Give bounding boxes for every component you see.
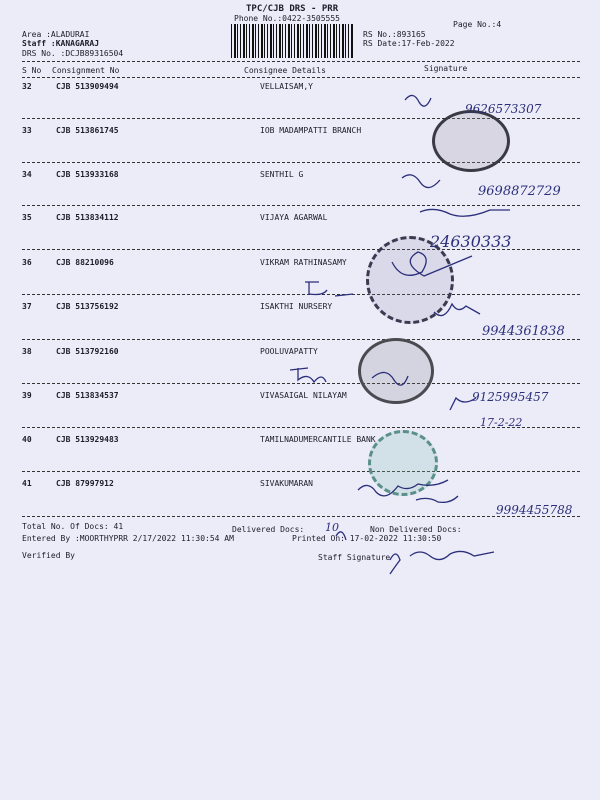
signature-mark (392, 252, 472, 276)
delivered-docs: Delivered Docs: (232, 525, 305, 534)
handwritten-phone: 9944361838 (482, 324, 565, 339)
row-consignment: CJB 513834537 (56, 391, 119, 400)
row-consignment: CJB 513792160 (56, 347, 119, 356)
col-sno: S No (22, 66, 42, 75)
row-sno: 40 (22, 435, 32, 444)
signature-mark (434, 304, 480, 316)
row-consignee: VIVASAIGAL NILAYAM (260, 391, 347, 400)
row-consignee: SIVAKUMARAN (260, 479, 313, 488)
rs-number: RS No.:893165 (363, 30, 426, 39)
row-consignment: CJB 88210096 (56, 258, 114, 267)
row-sno: 41 (22, 479, 32, 488)
col-signature: Signature (424, 64, 468, 73)
phone-number: Phone No.:0422-3505555 (234, 14, 340, 23)
signature-mark (416, 496, 458, 502)
signature-mark (358, 480, 448, 496)
area-label: Area :ALADURAI (22, 30, 90, 39)
row-consignment: CJB 513756192 (56, 302, 119, 311)
row-consignment: CJB 87997912 (56, 479, 114, 488)
col-consignment: Consignment No (52, 66, 120, 75)
rs-date: RS Date:17-Feb-2022 (363, 39, 455, 48)
document-title: TPC/CJB DRS - PRR (246, 4, 339, 14)
row-consignee: SENTHIL G (260, 170, 304, 179)
handwritten-phone: 24630333 (430, 232, 512, 251)
row-sno: 34 (22, 170, 32, 179)
row-consignee: TAMILNADUMERCANTILE BANK (260, 435, 376, 444)
row-consignee: VELLAISAM,Y (260, 82, 313, 91)
row-sno: 33 (22, 126, 32, 135)
row-consignment: CJB 513933168 (56, 170, 119, 179)
verified-by: Verified By (22, 551, 75, 560)
row-consignee: IOB MADAMPATTI BRANCH (260, 126, 362, 135)
row-consignee: VIJAYA AGARWAL (260, 213, 328, 222)
handwritten-phone: 9698872729 (478, 184, 561, 199)
entered-by: Entered By :MOORTHYPRR 2/17/2022 11:30:54 AM (22, 534, 234, 543)
printed-on: Printed On: 17-02-2022 11:30:50 (292, 534, 442, 543)
row-sno: 32 (22, 82, 32, 91)
signature-mark (420, 209, 510, 216)
row-consignment: CJB 513909494 (56, 82, 119, 91)
row-sno: 39 (22, 391, 32, 400)
signature-mark (290, 368, 326, 382)
page-number: Page No.:4 (453, 20, 502, 29)
signature-mark (372, 372, 408, 385)
signature-mark (405, 95, 431, 106)
non-delivered-docs: Non Delivered Docs: (370, 525, 462, 534)
row-sno: 37 (22, 302, 32, 311)
staff-signature-label: Staff Signature (318, 553, 391, 562)
row-consignee: ISAKTHI NURSERY (260, 302, 333, 311)
row-consignee: VIKRAM RATHINASAMY (260, 258, 347, 267)
staff-signature-mark (390, 551, 494, 574)
row-sno: 38 (22, 347, 32, 356)
row-consignee: POOLUVAPATTY (260, 347, 318, 356)
staff-label: Staff :KANAGARAJ (22, 39, 100, 48)
row-sno: 35 (22, 213, 32, 222)
col-consignee: Consignee Details (244, 66, 326, 75)
row-consignment: CJB 513834112 (56, 213, 119, 222)
handwritten-date: 17-2-22 (480, 416, 523, 429)
handwritten-phone: 9626573307 (465, 102, 542, 116)
handwritten-delivered-count: 10 (325, 521, 339, 534)
drs-number: DRS No. :DCJB89316504 (22, 49, 124, 58)
handwritten-phone: 9994455788 (496, 503, 573, 517)
handwritten-phone: 9125995457 (472, 390, 549, 404)
total-docs: Total No. Of Docs: 41 (22, 522, 124, 531)
row-sno: 36 (22, 258, 32, 267)
signature-mark (402, 175, 440, 188)
signature-mark (305, 282, 353, 296)
row-consignment: CJB 513861745 (56, 126, 119, 135)
row-consignment: CJB 513929483 (56, 435, 119, 444)
